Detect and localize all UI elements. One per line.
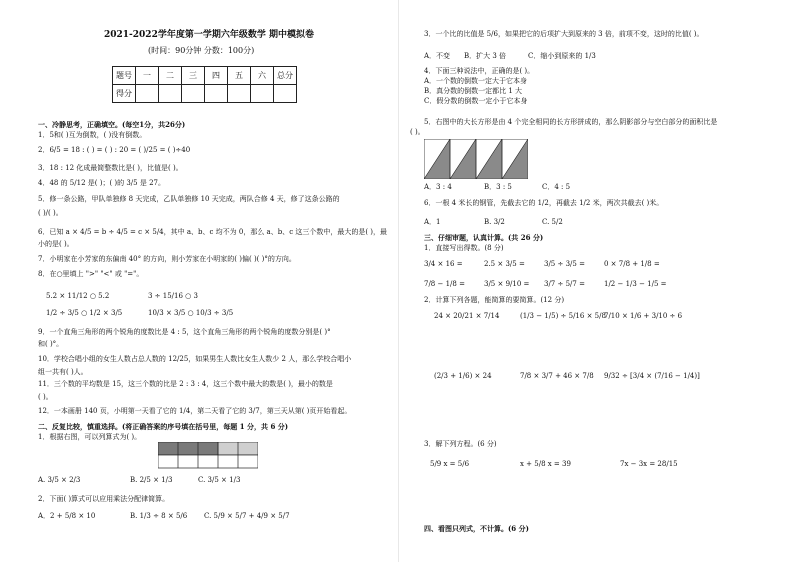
score-cell: 四 [205, 67, 228, 85]
compare-item: 10/3 × 3/5 ○ 10/3 ÷ 3/5 [148, 309, 234, 317]
section-heading: 三、仔细审题，认真计算。(共 26 分) [424, 233, 544, 242]
section-heading: 四、看图只列式，不计算。(6 分) [424, 524, 529, 533]
choice-option[interactable]: C．假分数的倒数一定小于它本身 [424, 97, 528, 105]
question: 1．直接写出得数。(8 分) [424, 244, 504, 252]
question: 2．下面( )算式可以应用乘法分配律简算。 [38, 495, 170, 503]
calc-item: 24 × 20/21 × 7/14 [434, 312, 500, 320]
fraction-grid-figure [158, 442, 258, 470]
question: 8．在○里填上 ">" "<" 或 "="。 [38, 270, 144, 278]
calc-item: 3/4 × 16 = [424, 260, 463, 268]
score-table-header-row [113, 67, 297, 85]
page-subtitle: (时间：90分钟 分数：100分) [148, 46, 255, 55]
rectangle-shading-figure [424, 139, 528, 179]
choice-option[interactable]: C. 5/2 [542, 218, 563, 226]
question: 10．学校合唱小组的女生人数占总人数的 12/25，如果男生人数比女生人数少 2 人，那么学校合唱小 [38, 355, 352, 363]
question: 5．右图中的大长方形是由 4 个完全相同的长方形拼成的，那么阴影部分与空白部分的面积比是 [424, 118, 718, 126]
calc-item: 7/8 − 1/8 = [424, 280, 465, 288]
compare-item: 3 ÷ 15/16 ○ 3 [148, 292, 198, 300]
question: 11．三个数的平均数是 15，这三个数的比是 2 : 3 : 4，这三个数中最大的数是( )，最小的数是 [38, 380, 333, 388]
choice-option[interactable]: B．3 : 5 [484, 183, 512, 191]
question: 7．小明家在小芳家的东偏南 40° 的方向，则小芳家在小明家的( )偏( )( )°的方向。 [38, 255, 296, 263]
choice-option[interactable]: A．3 : 4 [424, 183, 452, 191]
score-cell: 总分 [274, 67, 297, 85]
choice-option[interactable]: A．1 [424, 218, 441, 226]
score-table [112, 66, 297, 103]
score-input-cell[interactable] [159, 85, 182, 103]
score-cell: 六 [251, 67, 274, 85]
choice-option[interactable]: B. 3/2 [484, 218, 505, 226]
page-title: 2021-2022学年度第一学期六年级数学 期中模拟卷 [104, 30, 314, 40]
question: 3．一个比的比值是 5/6，如果把它的后项扩大到原来的 3 倍，前项不变，这时的比值( )。 [424, 30, 704, 38]
score-cell: 三 [182, 67, 205, 85]
question: 9．一个直角三角形的两个锐角的度数比是 4 : 5，这个直角三角形的两个锐角的度数分别是( )° [38, 328, 331, 336]
choice-option[interactable]: B．真分数的倒数一定都比 1 大 [424, 87, 523, 95]
compare-item: 5.2 × 11/12 ○ 5.2 [46, 292, 110, 300]
equation-item: 7x − 3x = 28/15 [620, 460, 678, 468]
question: 2．6/5 = 18 : ( ) = ( ) : 20 = ( )/25 = ( )÷40 [38, 146, 191, 154]
score-cell: 得分 [113, 85, 136, 103]
calc-item: (1/3 − 1/5) ÷ 5/16 × 5/8 [520, 312, 606, 320]
score-cell: 题号 [113, 67, 136, 85]
question: 1．5和( )互为倒数，( )没有倒数。 [38, 131, 147, 139]
score-input-cell[interactable] [228, 85, 251, 103]
score-cell: 一 [136, 67, 159, 85]
calc-item: 1/2 − 1/3 − 1/5 = [604, 280, 667, 288]
choice-option[interactable]: C. 5/9 × 5/7 + 4/9 × 5/7 [204, 512, 290, 520]
score-table-score-row [113, 85, 297, 103]
calc-item: 7/8 × 3/7 + 46 × 7/8 [520, 372, 594, 380]
question: 小的是( )。 [38, 240, 74, 248]
choice-option[interactable]: C．4 : 5 [542, 183, 571, 191]
calc-item: 9/32 ÷ [3/4 × (7/16 − 1/4)] [604, 372, 700, 380]
equation-item: x + 5/8 x = 39 [520, 460, 571, 468]
compare-item: 1/2 ÷ 3/5 ○ 1/2 × 3/5 [46, 309, 123, 317]
section-heading: 二、反复比较，慎重选择。(将正确答案的序号填在括号里，每题 1 分，共 6 分) [38, 422, 289, 431]
choice-option[interactable]: B．扩大 3 倍 [464, 52, 507, 60]
grid-row-blank [158, 455, 258, 468]
calc-item: 7/10 × 1/6 + 3/10 ÷ 6 [604, 312, 683, 320]
question: 4．下面三种说法中，正确的是( )。 [424, 67, 535, 75]
question: 4．48 的 5/12 是( )；( )的 3/5 是 27。 [38, 179, 165, 187]
question: 6．已知 a × 4/5 = b ÷ 4/5 = c × 5/4，其中 a、b、c 均不为 0，那么 a、b、c 这三个数中，最大的是( )，最 [38, 228, 388, 236]
calc-item: 3/7 ÷ 5/7 = [544, 280, 585, 288]
equation-item: 5/9 x = 5/6 [430, 460, 470, 468]
question: 组一共有( )人。 [38, 368, 88, 376]
score-input-cell[interactable] [274, 85, 297, 103]
choice-option[interactable]: C. 3/5 × 1/3 [198, 476, 241, 484]
question: 3．解下列方程。(6 分) [424, 440, 497, 448]
choice-option[interactable]: A．2 + 5/8 × 10 [38, 512, 96, 520]
calc-item: 3/5 × 9/10 = [484, 280, 530, 288]
choice-option[interactable]: B. 1/3 ÷ 8 × 5/6 [130, 512, 188, 520]
calc-item: 2.5 × 3/5 = [484, 260, 525, 268]
question: 12．一本画册 140 页，小明第一天看了它的 1/4，第二天看了它的 3/7，第三天从第( )页开始看起。 [38, 407, 352, 415]
question: 2．计算下列各题，能简算的要简算。(12 分) [424, 296, 565, 304]
choice-option[interactable]: A. 3/5 × 2/3 [38, 476, 81, 484]
question: ( )。 [38, 393, 53, 401]
question: 和( )°。 [38, 340, 64, 348]
question: ( )/( )。 [38, 209, 63, 217]
choice-option[interactable]: A．不变 [424, 52, 451, 60]
score-input-cell[interactable] [205, 85, 228, 103]
choice-option[interactable]: C．缩小到原来的 1/3 [528, 52, 596, 60]
choice-option[interactable]: A．一个数的倒数一定大于它本身 [424, 77, 528, 85]
choice-option[interactable]: B. 2/5 × 1/3 [130, 476, 173, 484]
calc-item: 0 × 7/8 + 1/8 = [604, 260, 660, 268]
calc-item: (2/3 + 1/6) × 24 [434, 372, 492, 380]
question: 3．18 : 12 化成最简整数比是( )，比值是( )。 [38, 164, 183, 172]
score-input-cell[interactable] [136, 85, 159, 103]
section-heading: 一、冷静思考，正确填空。(每空1分，共26分) [38, 120, 186, 129]
question: 5．修一条公路，甲队单独修 8 天完成，乙队单独修 10 天完成，两队合修 4 天，修了这条公路的 [38, 195, 340, 203]
question: 1．根据右图，可以列算式为( )。 [38, 433, 142, 441]
score-cell: 五 [228, 67, 251, 85]
question: 6．一根 4 米长的钢管，先截去它的 1/2，再截去 1/2 米，两次共截去( )米。 [424, 199, 664, 207]
column-gutter [398, 0, 399, 562]
calc-item: 3/5 ÷ 3/5 = [544, 260, 585, 268]
score-input-cell[interactable] [251, 85, 274, 103]
score-cell: 二 [159, 67, 182, 85]
score-input-cell[interactable] [182, 85, 205, 103]
question: ( )。 [410, 128, 425, 136]
